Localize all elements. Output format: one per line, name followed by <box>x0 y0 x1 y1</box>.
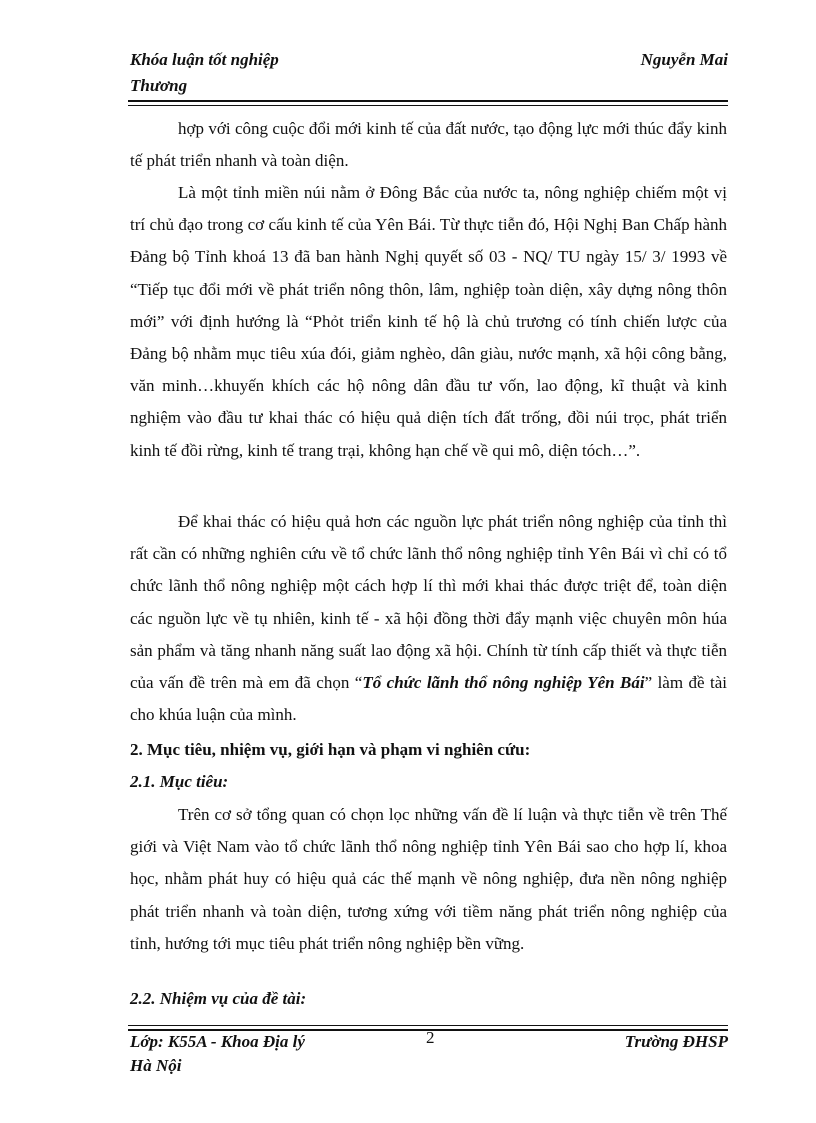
section-heading-2-2: 2.2. Nhiệm vụ của đề tài: <box>130 989 307 1008</box>
header-author: Nguyễn Mai <box>640 50 728 69</box>
rationale-text-end: ” làm đề tài cho khúa luận của mình. <box>130 673 727 725</box>
header-title: Khóa luận tốt nghiệp <box>130 50 279 69</box>
paragraph-objective: Trên cơ sở tổng quan có chọn lọc những vấn đề lí luận và thực tiễn về trên Thế giới và Việt Nam vào tổ chức lãnh thổ nông nghiệp tỉnh Yên Bái sao cho hợp lí, khoa học, nhằm phát huy có hiệu quả các thế mạnh về nông nghiệp, đưa nền nông nghiệp phát triển nhanh và toàn diện, tương xứng với tiềm năng phát triển nông nghiệp của tỉnh, hướng tới mục tiêu phát triển nông nghiệp bền vững. <box>130 805 727 953</box>
footer-city: Hà Nội <box>130 1056 182 1075</box>
footer-university: Trường ĐHSP <box>624 1032 728 1051</box>
header-rule-thin <box>128 105 728 106</box>
paragraph-context: Là một tỉnh miền núi nằm ở Đông Bắc của nước ta, nông nghiệp chiếm một vị trí chủ đạo trong cơ cấu kinh tế của Yên Bái. Từ thực tiễn đó, Hội Nghị Ban Chấp hành Đảng bộ Tỉnh khoá 13 đã ban hành Nghị quyết số 03 - NQ/ TU ngày 15/ 3/ 1993 về “Tiếp tục đổi mới về phát triển nông thôn, lâm, nghiệp toàn diện, xây dựng nông thôn mới” với định hướng là “Phỏt triển kinh tế hộ là chủ trương có tính chiến lược của Đảng bộ nhằm mục tiêu xúa đói, giảm nghèo, dân giàu, nước mạnh, xã hội công bằng, văn minh…khuyến khích các hộ nông dân đầu tư vốn, lao động, kĩ thuật và kinh nghiệm vào đầu tư khai thác có hiệu quả diện tích đất trống, đồi núi trọc, phát triển kinh tế đồi rừng, kinh tế trang trại, không hạn chế về qui mô, diện tóch…”. <box>130 183 727 460</box>
footer-rule-thin <box>128 1025 728 1026</box>
section-heading-2: 2. Mục tiêu, nhiệm vụ, giới hạn và phạm vi nghiên cứu: <box>130 740 531 759</box>
paragraph-rationale <box>130 506 727 731</box>
thesis-topic: Tổ chức lãnh thổ nông nghiệp Yên Bái <box>362 673 645 693</box>
header-rule-thick <box>128 100 728 102</box>
page-number: 2 <box>426 1028 435 1047</box>
section-heading-2-1: 2.1. Mục tiêu: <box>130 772 229 791</box>
paragraph-intro: hợp với công cuộc đổi mới kinh tế của đất nước, tạo động lực mới thúc đẩy kinh tế phát triển nhanh và toàn diện. <box>130 119 727 171</box>
header-author-continued: Thương <box>130 76 188 95</box>
rationale-text: Để khai thác có hiệu quả hơn các nguồn lực phát triển nông nghiệp của tỉnh thì rất cần có những nghiên cứu về tổ chức lãnh thổ nông nghiệp tỉnh Yên Bái vì chỉ có tổ chức lãnh thổ nông nghiệp một cách hợp lí thì mới khai thác được triệt để, toàn diện các nguồn lực về tụ nhiên, kinh tế - xã hội đồng thời đẩy mạnh việc chuyên môn húa sản phẩm và tăng nhanh năng suất lao động xã hội. Chính từ tính cấp thiết và thực tiễn của vấn đề trên mà em đã chọn “ <box>130 512 727 693</box>
footer-class: Lớp: K55A - Khoa Địa lý <box>130 1032 305 1051</box>
